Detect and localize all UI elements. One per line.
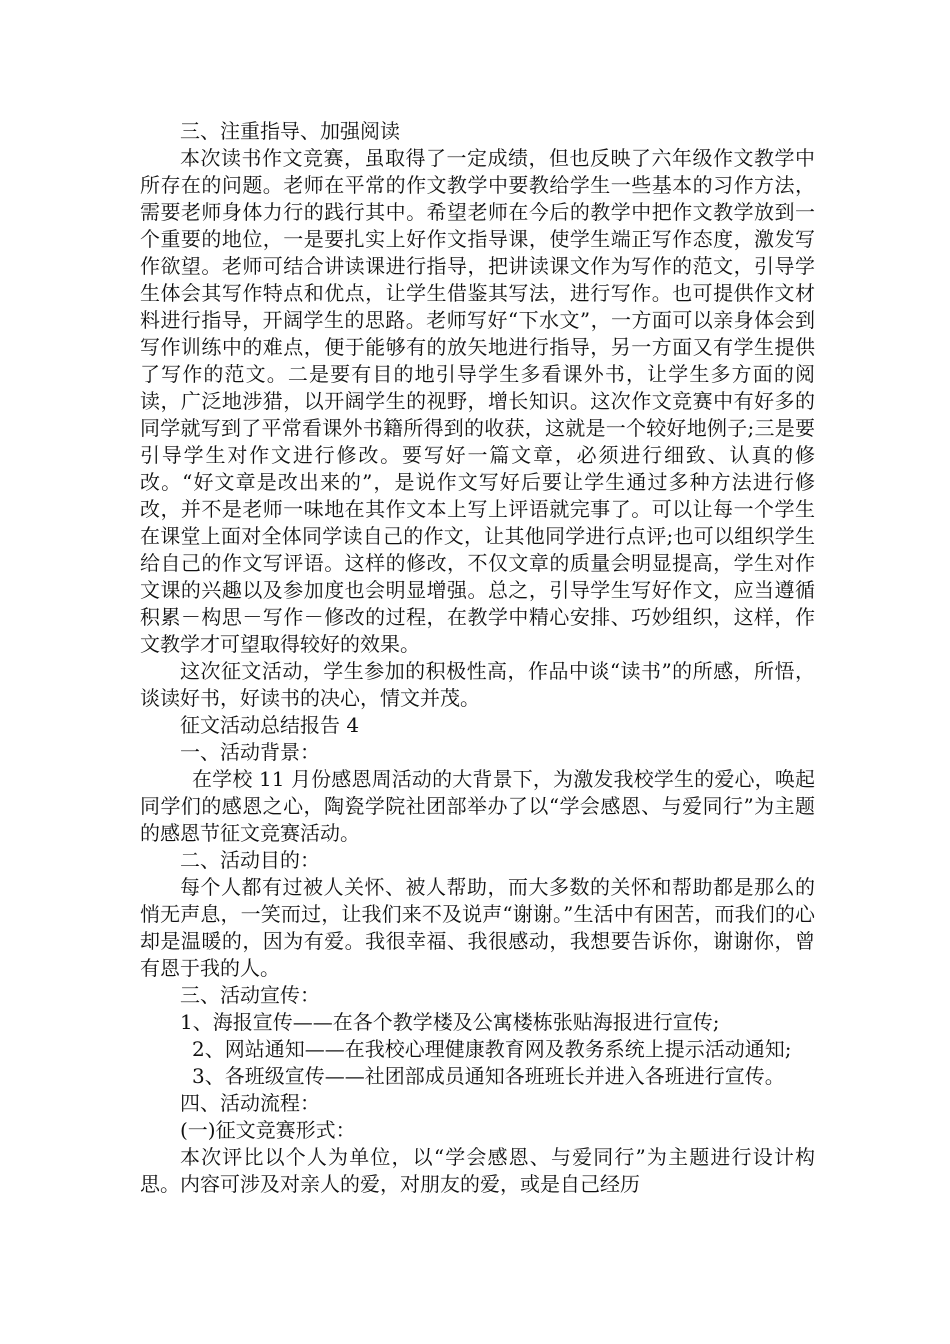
- section-heading-purpose: 二、活动目的：: [180, 848, 320, 872]
- subsection-heading-form: (一)征文竞赛形式：: [180, 1118, 356, 1142]
- list-item-poster: 1、海报宣传——在各个教学楼及公寓楼栋张贴海报进行宣传;: [180, 1010, 720, 1034]
- section-heading-process: 四、活动流程：: [180, 1091, 320, 1115]
- section-heading-guidance: 三、注重指导、加强阅读: [180, 119, 400, 143]
- list-item-website: 2、网站通知——在我校心理健康教育网及教务系统上提示活动通知;: [192, 1037, 792, 1061]
- section-heading-background: 一、活动背景：: [180, 740, 320, 764]
- paragraph-competition-review: 本次读书作文竞赛，虽取得了一定成绩，但也反映了六年级作文教学中所存在的问题。老师在平常的作文教学中要教给学生一些基本的习作方法，需要老师身体力行的践行其中。希望老师在今后的教学中把作文教学放到一个重要的地位，一是要扎实上好作文指导课，使学生端正写作态度，激发写作欲望。老师可结合讲读课进行指导，把讲读课文作为写作的范文，引导学生体会其写作特点和优点，让学生借鉴其写法，进行写作。也可提供作文材料进行指导，开阔学生的思路。老师写好“下水文”，一方面可以亲身体会到写作训练中的难点，便于能够有的放矢地进行指导，另一方面又有学生提供了写作的范文。二是要有目的地引导学生多看课外书，让学生多方面的阅读，广泛地涉猎，以开阔学生的视野，增长知识。这次作文竞赛中有好多的同学就写到了平常看课外书籍所得到的收获，这就是一个较好地例子;三是要引导学生对作文进行修改。要写好一篇文章，必须进行细致、认真的修改。“好文章是改出来的”，是说作文写好后要让学生通过多种方法进行修改，并不是老师一味地在其作文本上写上评语就完事了。可以让每一个学生在课堂上面对全体同学读自己的作文，让其他同学进行点评;也可以组织学生给自己的作文写评语。这样的修改，不仅文章的质量会明显提高，学生对作文课的兴趣以及参加度也会明显增强。总之，引导学生写好作文，应当遵循积累－构思－写作－修改的过程，在教学中精心安排、巧妙组织，这样，作文教学才可望取得较好的效果。: [140, 146, 815, 656]
- document-page: [140, 118, 815, 1198]
- report-title: 征文活动总结报告 4: [180, 713, 360, 737]
- paragraph-activity-summary: 这次征文活动，学生参加的积极性高，作品中谈“读书”的所感，所悟，谈读好书，好读书的决心，情文并茂。: [140, 659, 815, 710]
- paragraph-background: 在学校 11 月份感恩周活动的大背景下，为激发我校学生的爱心，唤起同学们的感恩之心，陶瓷学院社团部举办了以“学会感恩、与爱同行”为主题的感恩节征文竞赛活动。: [140, 767, 815, 845]
- section-heading-publicity: 三、活动宣传：: [180, 983, 320, 1007]
- list-item-class-publicity: 3、各班级宣传——社团部成员通知各班班长并进入各班进行宣传。: [192, 1064, 785, 1088]
- paragraph-purpose: 每个人都有过被人关怀、被人帮助，而大多数的关怀和帮助都是那么的悄无声息，一笑而过，让我们来不及说声“谢谢。”生活中有困苦，而我们的心却是温暖的，因为有爱。我很幸福、我很感动，我想要告诉你，谢谢你，曾有恩于我的人。: [140, 875, 815, 980]
- paragraph-form: 本次评比以个人为单位，以“学会感恩、与爱同行”为主题进行设计构思。内容可涉及对亲人的爱，对朋友的爱，或是自己经历: [140, 1145, 815, 1196]
